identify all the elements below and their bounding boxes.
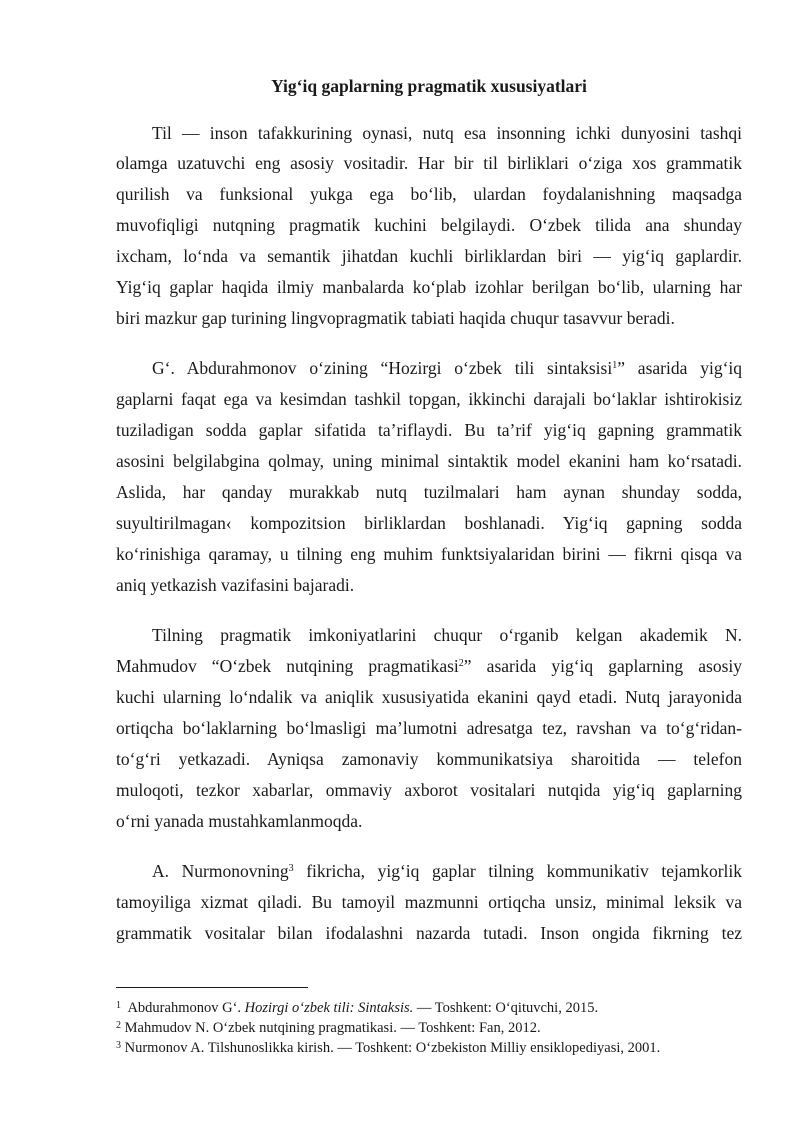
paragraph-2-line: aniq yetkazish vazifasini bajaradi. <box>116 575 355 595</box>
footnote-text: Mahmudov N. O‘zbek nutqining pragmatikasi. — Toshkent: Fan, 2012. <box>124 1020 541 1036</box>
paragraph-1-line: qurilish va funksional yukga ega bo‘lib, ulardan foydalanishning maqsadga <box>116 184 742 204</box>
paragraph-2-line: asosini belgilabgina qolmay, uning minimal sintaktik model ekanini ham ko‘rsatadi. <box>116 451 742 471</box>
footnote-1 <box>116 998 742 1018</box>
paragraph-1-line: biri mazkur gap turining lingvopragmatik tabiati haqida chuqur tasavvur beradi. <box>116 308 675 328</box>
footnote-number: 3 <box>116 1040 121 1051</box>
paragraph-2-text: ” asarida yig‘iq <box>617 358 743 378</box>
paragraph-2-line <box>152 353 742 383</box>
footnote-ref-1: 1 <box>612 360 618 371</box>
paragraph-3-line: to‘g‘ri yetkazadi. Ayniqsa zamonaviy kommunikatsiya sharoitida — telefon <box>116 749 742 769</box>
paragraph-4-line: grammatik vositalar bilan ifodalashni nazarda tutadi. Inson ongida fikrning tez <box>116 923 742 943</box>
footnote-separator <box>116 987 308 988</box>
paragraph-3-line: ortiqcha bo‘laklarning bo‘lmasligi ma’lumotni adresatga tez, ravshan va to‘g‘ridan- <box>116 718 742 738</box>
paragraph-3-line: muloqoti, tezkor xabarlar, ommaviy axborot vositalari nutqida yig‘iq gaplarning <box>116 780 742 800</box>
footnote-book-title: Hozirgi o‘zbek tili: Sintaksis. <box>244 1000 414 1016</box>
paragraph-2-line: gaplarni faqat ega va kesimdan tashkil topgan, ikkinchi darajali bo‘laklar ishtirokisiz <box>116 389 742 409</box>
paragraph-4-text: fikricha, yig‘iq gaplar tilning kommunikativ tejamkorlik <box>293 861 743 881</box>
paragraph-2-text: G‘. Abdurahmonov o‘zining “Hozirgi o‘zbek tili sintaksisi <box>152 358 613 378</box>
document-title: Yig‘iq gaplarning pragmatik xususiyatlari <box>271 76 587 96</box>
footnote-text: Nurmonov A. Tilshunoslikka kirish. — Toshkent: O‘zbekiston Milliy ensiklopediyasi, 2001. <box>124 1040 661 1056</box>
footnote-3 <box>116 1038 742 1058</box>
paragraph-3-line: o‘rni yanada mustahkamlanmoqda. <box>116 811 363 831</box>
paragraph-1-line: olamga uzatuvchi eng asosiy vositadir. Har bir til birliklari o‘ziga xos grammatik <box>116 153 742 173</box>
paragraph-3-text: ” asarida yig‘iq gaplarning asosiy <box>463 656 742 676</box>
paragraph-2-line: Aslida, har qanday murakkab nutq tuzilmalari ham aynan shunday sodda, <box>116 482 742 502</box>
footnote-text: Abdurahmonov G‘. <box>127 1000 245 1016</box>
paragraph-4-line: tamoyiliga xizmat qiladi. Bu tamoyil mazmunni ortiqcha unsiz, minimal leksik va <box>116 892 742 912</box>
paragraph-3-line <box>116 651 742 681</box>
paragraph-1-line: muvofiqligi nutqning pragmatik kuchini belgilaydi. O‘zbek tilida ana shunday <box>116 215 742 235</box>
paragraph-4-line <box>152 856 742 886</box>
footnote-ref-3: 3 <box>288 863 294 874</box>
footnote-ref-2: 2 <box>458 658 464 669</box>
paragraph-1-line: Yig‘iq gaplar haqida ilmiy manbalarda ko‘plab izohlar berilgan bo‘lib, ularning har <box>116 277 742 297</box>
footnote-number: 2 <box>116 1020 121 1031</box>
footnote-number: 1 <box>116 1000 121 1011</box>
footnote-2 <box>116 1018 742 1038</box>
paragraph-2-line: suyultirilmagan‹ kompozitsion birliklardan boshlanadi. Yig‘iq gapning sodda <box>116 513 742 533</box>
paragraph-1-line: ixcham, lo‘nda va semantik jihatdan kuchli birliklardan biri — yig‘iq gaplardir. <box>116 246 742 266</box>
footnote-text: — Toshkent: O‘qituvchi, 2015. <box>413 1000 599 1016</box>
paragraph-3-line: Tilning pragmatik imkoniyatlarini chuqur o‘rganib kelgan akademik N. <box>152 625 742 645</box>
paragraph-3-line: kuchi ularning lo‘ndalik va aniqlik xususiyatida ekanini qayd etadi. Nutq jarayonida <box>116 687 742 707</box>
paragraph-2-line: tuziladigan sodda gaplar sifatida ta’riflaydi. Bu ta’rif yig‘iq gapning grammatik <box>116 420 742 440</box>
paragraph-4-text: A. Nurmonovning <box>152 861 289 881</box>
paragraph-1-line: Til — inson tafakkurining oynasi, nutq esa insonning ichki dunyosini tashqi <box>152 123 742 143</box>
paragraph-2-line: ko‘rinishiga qaramay, u tilning eng muhim funktsiyalaridan birini — fikrni qisqa va <box>116 544 742 564</box>
paragraph-3-text: Mahmudov “O‘zbek nutqining pragmatikasi <box>116 656 459 676</box>
